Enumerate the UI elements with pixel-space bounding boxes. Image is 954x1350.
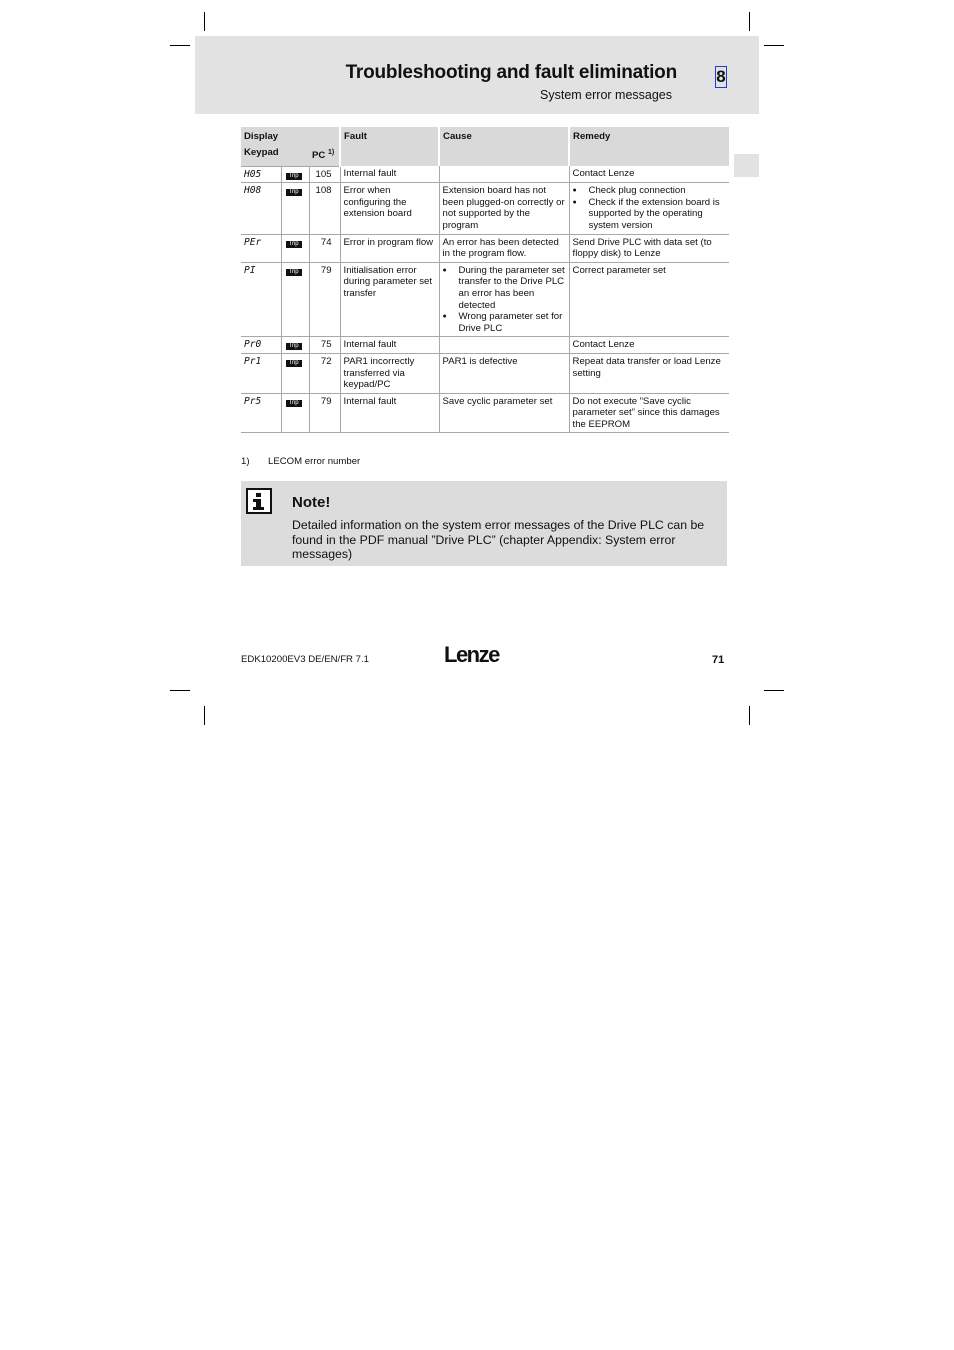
keypad-code: PEr (241, 234, 281, 262)
header-keypad: Keypad (241, 145, 309, 167)
pc-number: 74 (309, 234, 340, 262)
header-remedy: Remedy (569, 127, 729, 166)
trip-cell (281, 183, 309, 234)
cause-cell: Save cyclic parameter set (439, 393, 569, 433)
page-number: 71 (712, 654, 725, 666)
pc-number: 79 (309, 262, 340, 337)
footnote-ref: 1) (328, 148, 335, 156)
table-header-row (241, 127, 729, 145)
trip-badge: Trip (286, 343, 302, 350)
cause-cell: An error has been detected in the program flow. (439, 234, 569, 262)
cause-cell (439, 166, 569, 183)
chapter-number: 8 (716, 67, 726, 86)
trip-badge: Trip (286, 360, 302, 367)
pc-number: 108 (309, 183, 340, 234)
fault-cell: Internal fault (340, 393, 439, 433)
crop-mark (170, 690, 190, 691)
footnote-number: 1) (241, 456, 250, 467)
pc-number: 75 (309, 337, 340, 354)
crop-mark (749, 706, 750, 725)
fault-cell: Internal fault (340, 166, 439, 183)
keypad-code: H08 (241, 183, 281, 234)
remedy-cell (569, 183, 729, 234)
remedy-cell: Contact Lenze (569, 166, 729, 183)
trip-badge: Trip (286, 189, 302, 196)
crop-mark (764, 45, 784, 46)
fault-cell: Initialisation error during parameter set transfer (340, 262, 439, 337)
pc-number: 79 (309, 393, 340, 433)
page-header (195, 36, 759, 114)
page-subtitle: System error messages (540, 88, 672, 102)
header-pc: PC $^{1)}$ (309, 145, 340, 167)
brand-logo: Lenze (444, 642, 499, 667)
crop-mark (764, 690, 784, 691)
remedy-cell: Contact Lenze (569, 337, 729, 354)
trip-badge: Trip (286, 400, 302, 407)
note-text: Detailed information on the system error messages of the Drive PLC can be found in the PDF manual ”Drive PLC” (chapter Appendix: System error messages) (292, 518, 705, 562)
table-row (241, 183, 729, 234)
list-item: ● Wrong parameter set for Drive PLC (443, 311, 566, 334)
footnote (241, 456, 360, 467)
table-row (241, 234, 729, 262)
trip-badge: Trip (286, 241, 302, 248)
list-item: ● Check plug connection (573, 185, 727, 197)
list-item: ● Check if the extension board is supported by the operating system version (573, 197, 727, 232)
header-display: Display (241, 127, 340, 145)
pc-number: 105 (309, 166, 340, 183)
page-title: Troubleshooting and fault elimination (345, 62, 677, 83)
trip-cell (281, 337, 309, 354)
list-item: ● During the parameter set transfer to the Drive PLC an error has been detected (443, 265, 566, 311)
table-row (241, 166, 729, 183)
trip-cell (281, 262, 309, 337)
trip-badge: Trip (286, 269, 302, 276)
info-icon (246, 488, 272, 514)
note-title: Note! (292, 494, 331, 511)
table-row (241, 353, 729, 393)
trip-badge: Trip (286, 173, 302, 180)
table-row (241, 393, 729, 433)
remedy-cell: Send Drive PLC with data set (to floppy disk) to Lenze (569, 234, 729, 262)
header-cause: Cause (439, 127, 569, 166)
trip-cell (281, 234, 309, 262)
note-box (241, 481, 727, 566)
crop-mark (204, 706, 205, 725)
keypad-code: Pr0 (241, 337, 281, 354)
crop-mark (170, 45, 190, 46)
footnote-text: LECOM error number (268, 456, 361, 467)
header-fault: Fault (340, 127, 439, 166)
trip-cell (281, 393, 309, 433)
cause-cell: Extension board has not been plugged-on correctly or not supported by the program (439, 183, 569, 234)
fault-cell: Error when configuring the extension board (340, 183, 439, 234)
fault-cell: PAR1 incorrectly transferred via keypad/PC (340, 353, 439, 393)
table-row (241, 337, 729, 354)
remedy-cell: Repeat data transfer or load Lenze setting (569, 353, 729, 393)
cause-cell (439, 337, 569, 354)
remedy-cell: Do not execute ”Save cyclic parameter set” since this damages the EEPROM (569, 393, 729, 433)
keypad-code: PI (241, 262, 281, 337)
fault-cell: Error in program flow (340, 234, 439, 262)
error-table (241, 127, 729, 433)
document-code: EDK10200EV3 DE/EN/FR 7.1 (241, 654, 369, 665)
trip-cell (281, 166, 309, 183)
keypad-code: Pr1 (241, 353, 281, 393)
keypad-code: Pr5 (241, 393, 281, 433)
cause-list (443, 265, 566, 335)
crop-mark (749, 12, 750, 31)
side-tab (734, 154, 759, 177)
keypad-code: H05 (241, 166, 281, 183)
remedy-list (573, 185, 727, 231)
cause-cell (439, 262, 569, 337)
table-row (241, 262, 729, 337)
trip-cell (281, 353, 309, 393)
crop-mark (204, 12, 205, 31)
cause-cell: PAR1 is defective (439, 353, 569, 393)
remedy-cell: Correct parameter set (569, 262, 729, 337)
fault-cell: Internal fault (340, 337, 439, 354)
pc-number: 72 (309, 353, 340, 393)
